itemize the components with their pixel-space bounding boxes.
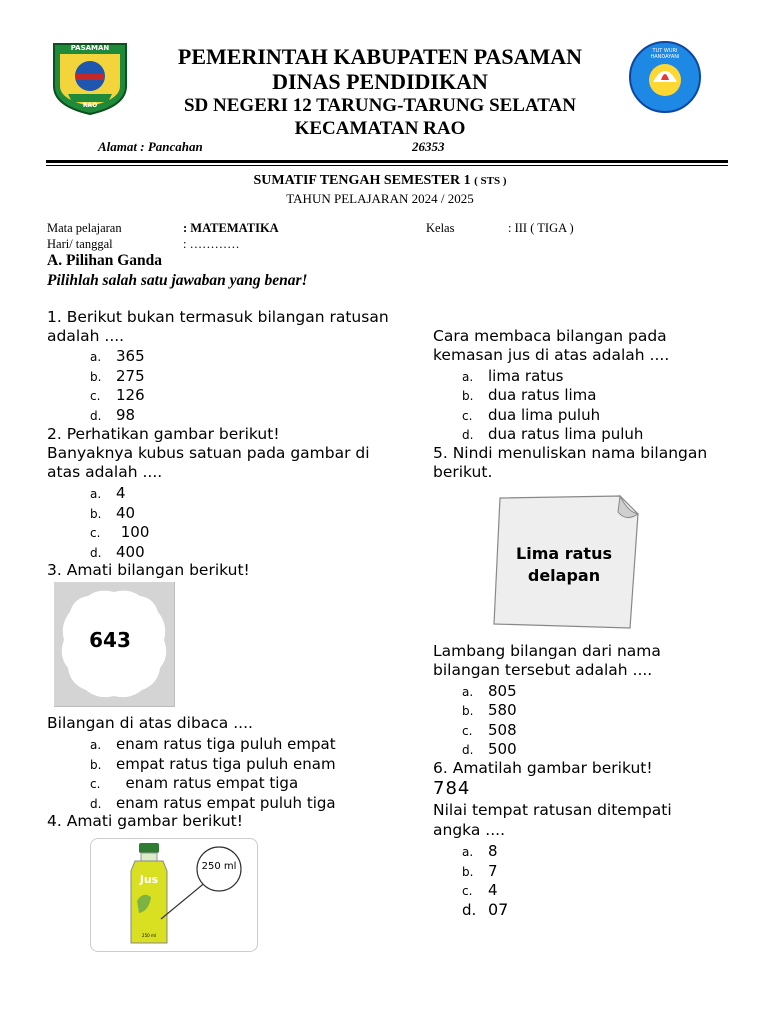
q5-text-3: Lambang bilangan dari nama xyxy=(433,642,661,660)
paper-text-2: delapan xyxy=(527,566,601,585)
header-divider-thin xyxy=(46,165,728,166)
q2-text-1: 2. Perhatikan gambar berikut! xyxy=(47,425,280,443)
school-address: Alamat : Pancahan xyxy=(98,139,203,154)
q1-option-a: a. 365 xyxy=(90,347,145,365)
header-line-2: DINAS PENDIDIKAN xyxy=(272,69,488,94)
exam-title-suffix: ( STS ) xyxy=(474,175,507,187)
q5-text-2: berikut. xyxy=(433,463,493,481)
q4-text-3: kemasan jus di atas adalah .... xyxy=(433,346,670,364)
section-title: A. Pilihan Ganda xyxy=(47,252,162,269)
logo-left-top-text: PASAMAN xyxy=(70,44,110,52)
q1-text-2: adalah .... xyxy=(47,327,125,345)
paper-text-1: Lima ratus xyxy=(516,544,612,563)
juice-bottle-image xyxy=(90,838,258,952)
q3-text-1: 3. Amati bilangan berikut! xyxy=(47,561,250,579)
q3-option-a: a. enam ratus tiga puluh empat xyxy=(90,735,336,753)
q2-option-b: b. 40 xyxy=(90,504,136,522)
q3-number: 643 xyxy=(89,628,131,652)
q6-text-1: 6. Amatilah gambar berikut! xyxy=(433,759,653,777)
q4-option-c: c. dua lima puluh xyxy=(462,406,601,424)
header-line-3: SD NEGERI 12 TARUNG-TARUNG SELATAN xyxy=(183,95,576,116)
pasaman-logo xyxy=(50,40,130,116)
bottle-label: Jus xyxy=(139,873,159,886)
q5-option-d: d. 500 xyxy=(462,740,517,758)
header-line-1: PEMERINTAH KABUPATEN PASAMAN xyxy=(177,44,583,69)
q4-text-2: Cara membaca bilangan pada xyxy=(433,327,667,345)
q6-text-2: Nilai tempat ratusan ditempati xyxy=(433,801,672,819)
class-label: Kelas xyxy=(426,221,455,235)
volume-bubble-text: 250 ml xyxy=(201,861,237,872)
q4-text-1: 4. Amati gambar berikut! xyxy=(47,812,243,830)
number-name-paper xyxy=(480,488,660,634)
q1-option-d: d. 98 xyxy=(90,406,136,424)
class-value: : III ( TIGA ) xyxy=(508,221,574,235)
q5-option-c: c. 508 xyxy=(462,721,517,739)
q3-option-b: b. empat ratus tiga puluh enam xyxy=(90,755,336,773)
q1-option-b: b. 275 xyxy=(90,367,145,385)
q4-option-b: b. dua ratus lima xyxy=(462,386,597,404)
q5-text-4: bilangan tersebut adalah .... xyxy=(433,661,653,679)
q3-option-d: d. enam ratus empat puluh tiga xyxy=(90,794,336,812)
q6-option-b: b. 7 xyxy=(462,862,498,880)
q2-text-2: Banyaknya kubus satuan pada gambar di xyxy=(47,444,370,462)
exam-title-main: SUMATIF TENGAH SEMESTER 1 xyxy=(253,173,471,188)
day-value: : ………… xyxy=(183,237,240,251)
q4-option-d: d. dua ratus lima puluh xyxy=(462,425,644,443)
logo-right-text: TUT WURI HANDAYANI xyxy=(650,48,680,60)
q6-option-c: c. 4 xyxy=(462,881,498,899)
postal-code: 26353 xyxy=(412,139,445,154)
q2-option-d: d. 400 xyxy=(90,543,145,561)
exam-year: TAHUN PELAJARAN 2024 / 2025 xyxy=(286,191,474,206)
q5-option-a: a. 805 xyxy=(462,682,517,700)
q2-text-3: atas adalah .... xyxy=(47,463,163,481)
q2-option-a: a. 4 xyxy=(90,484,126,502)
header-divider xyxy=(46,160,728,163)
q6-option-a: a. 8 xyxy=(462,842,498,860)
q5-option-b: b. 580 xyxy=(462,701,517,719)
q6-option-d: d. 07 xyxy=(462,900,509,919)
q3-text-2: Bilangan di atas dibaca .... xyxy=(47,714,253,732)
exam-title xyxy=(140,173,620,189)
logo-left-bottom-text: RAO xyxy=(82,102,98,109)
q6-number: 784 xyxy=(433,778,471,799)
subject-label: Mata pelajaran xyxy=(47,221,122,235)
section-instruction: Pilihlah salah satu jawaban yang benar! xyxy=(47,272,308,289)
header-line-4: KECAMATAN RAO xyxy=(294,118,466,139)
q3-option-c: c. enam ratus empat tiga xyxy=(90,774,299,792)
q2-option-c: c. 100 xyxy=(90,523,150,541)
q3-number-image xyxy=(54,582,175,707)
q6-text-3: angka .... xyxy=(433,821,505,839)
q5-text-1: 5. Nindi menuliskan nama bilangan xyxy=(433,444,708,462)
subject-value: : MATEMATIKA xyxy=(183,221,279,235)
q1-option-c: c. 126 xyxy=(90,386,145,404)
bottle-small-label: 250 ml xyxy=(142,933,156,938)
q1-text-1: 1. Berikut bukan termasuk bilangan ratusan xyxy=(47,308,389,326)
q4-option-a: a. lima ratus xyxy=(462,367,564,385)
day-label: Hari/ tanggal xyxy=(47,237,113,251)
tut-wuri-logo xyxy=(628,40,702,114)
